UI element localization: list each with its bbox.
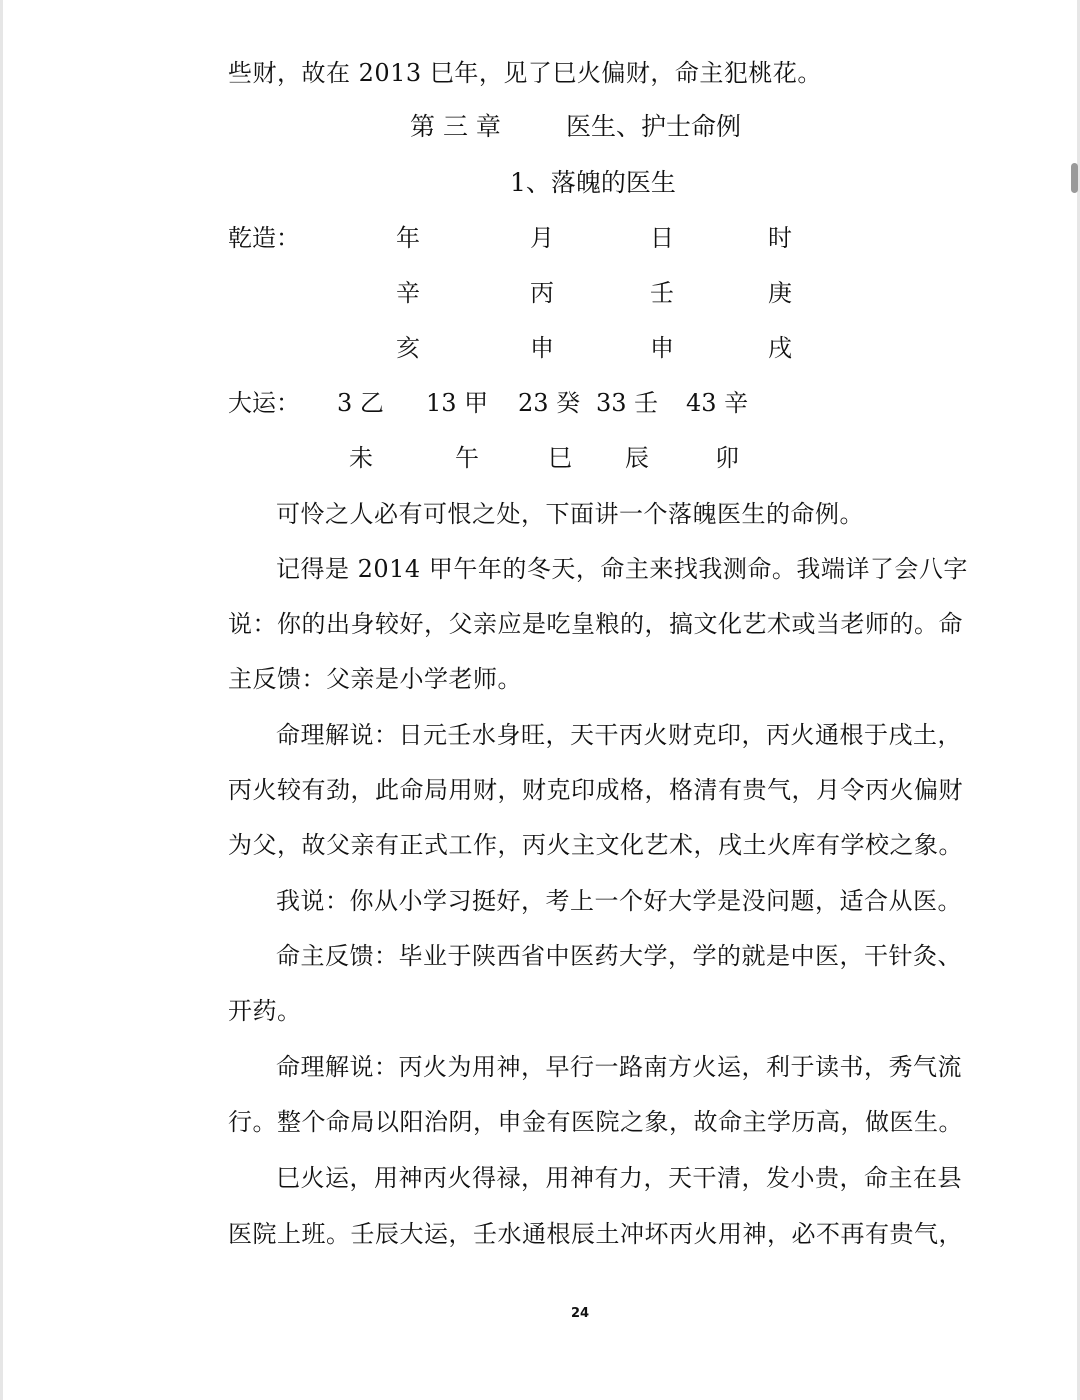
branch-month: 申 <box>530 334 554 362</box>
dayun-stem-3: 23 癸 <box>518 389 581 417</box>
branch-year: 亥 <box>396 334 420 362</box>
intro-line: 些财，故在 2013 巳年，见了巳火偏财，命主犯桃花。 <box>228 59 822 87</box>
text-line: 命理解说：日元壬水身旺，天干丙火财克印，丙火通根于戌土， <box>276 721 962 749</box>
pillar-header-hour: 时 <box>768 224 792 252</box>
text-line: 我说：你从小学习挺好，考上一个好大学是没问题，适合从医。 <box>276 887 962 915</box>
dayun-stem-2: 13 甲 <box>426 389 489 417</box>
text-line: 开药。 <box>228 997 302 1025</box>
stem-year: 辛 <box>396 279 420 307</box>
dayun-label: 大运： <box>228 389 300 417</box>
dayun-branch-2: 午 <box>455 444 479 472</box>
stem-hour: 庚 <box>768 279 792 307</box>
text-line: 可怜之人必有可恨之处，下面讲一个落魄医生的命例。 <box>276 500 864 528</box>
stem-month: 丙 <box>530 279 554 307</box>
text-line: 医院上班。壬辰大运，壬水通根辰土冲坏丙火用神，必不再有贵气， <box>228 1220 963 1248</box>
text-line: 主反馈：父亲是小学老师。 <box>228 665 522 693</box>
page-left-edge <box>0 0 3 1400</box>
pillar-header-day: 日 <box>650 224 674 252</box>
page-number: 24 <box>571 1306 590 1321</box>
stem-day: 壬 <box>650 279 674 307</box>
text-line: 命主反馈：毕业于陕西省中医药大学，学的就是中医，干针灸、 <box>276 942 962 970</box>
text-line: 巳火运，用神丙火得禄，用神有力，天干清，发小贵，命主在县 <box>276 1164 962 1192</box>
chapter-label: 第 三 章 <box>410 112 501 141</box>
branch-hour: 戌 <box>768 334 792 362</box>
text-line: 行。整个命局以阳治阴，申金有医院之象，故命主学历高，做医生。 <box>228 1108 963 1136</box>
dayun-stem-1: 3 乙 <box>337 389 384 417</box>
text-line: 记得是 2014 甲午年的冬天，命主来找我测命。我端详了会八字 <box>276 555 968 583</box>
dayun-branch-3: 巳 <box>548 444 572 472</box>
pillar-header-month: 月 <box>530 224 554 252</box>
section-title: 1、落魄的医生 <box>510 168 676 197</box>
dayun-branch-4: 辰 <box>625 444 649 472</box>
text-line: 命理解说：丙火为用神，早行一路南方火运，利于读书，秀气流 <box>276 1053 962 1081</box>
dayun-stem-5: 43 辛 <box>686 389 749 417</box>
branch-day: 申 <box>650 334 674 362</box>
dayun-branch-5: 卯 <box>715 444 739 472</box>
dayun-stem-4: 33 壬 <box>596 389 659 417</box>
dayun-branch-1: 未 <box>349 444 373 472</box>
text-line: 丙火较有劲，此命局用财，财克印成格，格清有贵气，月令丙火偏财 <box>228 776 963 804</box>
pillar-header-year: 年 <box>396 224 420 252</box>
qianzao-label: 乾造： <box>228 224 300 252</box>
text-line: 为父，故父亲有正式工作，丙火主文化艺术，戌土火库有学校之象。 <box>228 831 963 859</box>
scrollbar-thumb[interactable] <box>1071 163 1078 193</box>
chapter-title: 医生、护士命例 <box>566 112 742 141</box>
text-line: 说：你的出身较好，父亲应是吃皇粮的，搞文化艺术或当老师的。命 <box>228 610 963 638</box>
